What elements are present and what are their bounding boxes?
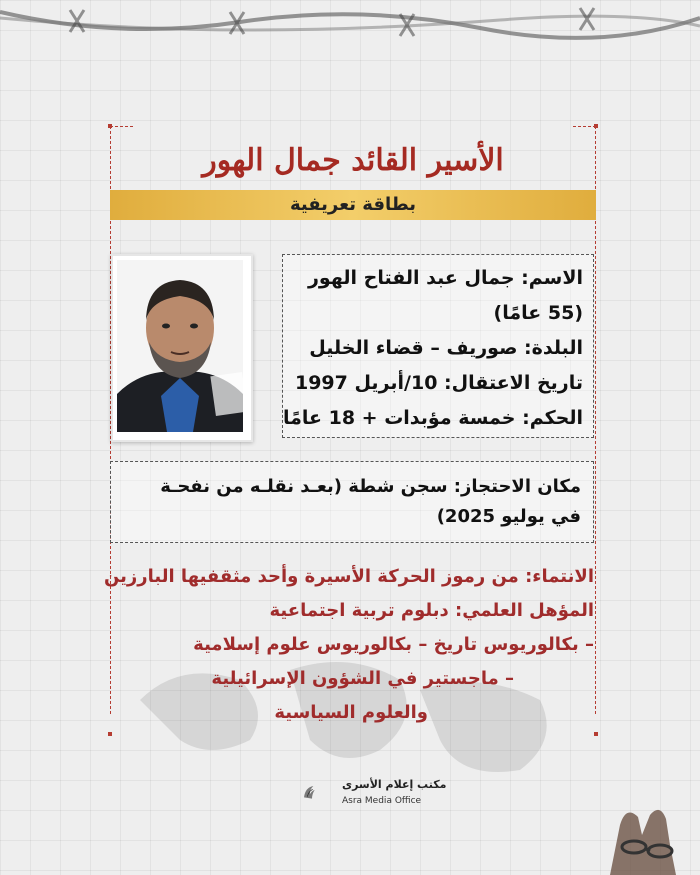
detention-line-2: في يوليو 2025) [436,506,581,527]
personal-info-box [282,254,594,438]
masters-line: – ماجستير في الشؤون الإسرائيلية [211,668,514,689]
town-label: البلدة: صوريف – قضاء الخليل [309,337,583,359]
logo-english-text: Asra Media Office [342,796,422,806]
masters-line-2: والعلوم السياسية [274,702,428,723]
qualification-line: المؤهل العلمي: دبلوم تربية اجتماعية [269,600,594,621]
portrait-image [113,256,247,436]
chained-hands-decoration [590,765,700,875]
detention-line-1: مكان الاحتجاز: سجن شطة (بعـد نقلـه من نفحـة [160,476,581,497]
affiliation-line: الانتماء: من رموز الحركة الأسيرة وأحد مثقفيها البارزين [103,566,594,587]
logo-arabic-text: مكتب إعلام الأسرى [342,778,447,791]
age-label: (55 عامًا) [493,302,583,324]
prisoner-portrait [111,254,253,442]
degrees-line: – بكالوريوس تاريخ – بكالوريوس علوم إسلامية [193,634,594,655]
detention-info-box [110,461,594,543]
details-section [103,560,594,730]
sentence-label: الحكم: خمسة مؤبدات + 18 عامًا [282,407,583,429]
name-label: الاسم: جمال عبد الفتاح الهور [307,267,583,289]
subtitle-banner: بطاقة تعريفية [110,190,596,220]
barbed-wire-decoration [0,0,700,80]
asra-media-logo-icon [302,768,342,816]
page-title: الأسير القائد جمال الهور [202,143,504,178]
arrest-date-label: تاريخ الاعتقال: 10/أبريل 1997 [294,372,583,394]
